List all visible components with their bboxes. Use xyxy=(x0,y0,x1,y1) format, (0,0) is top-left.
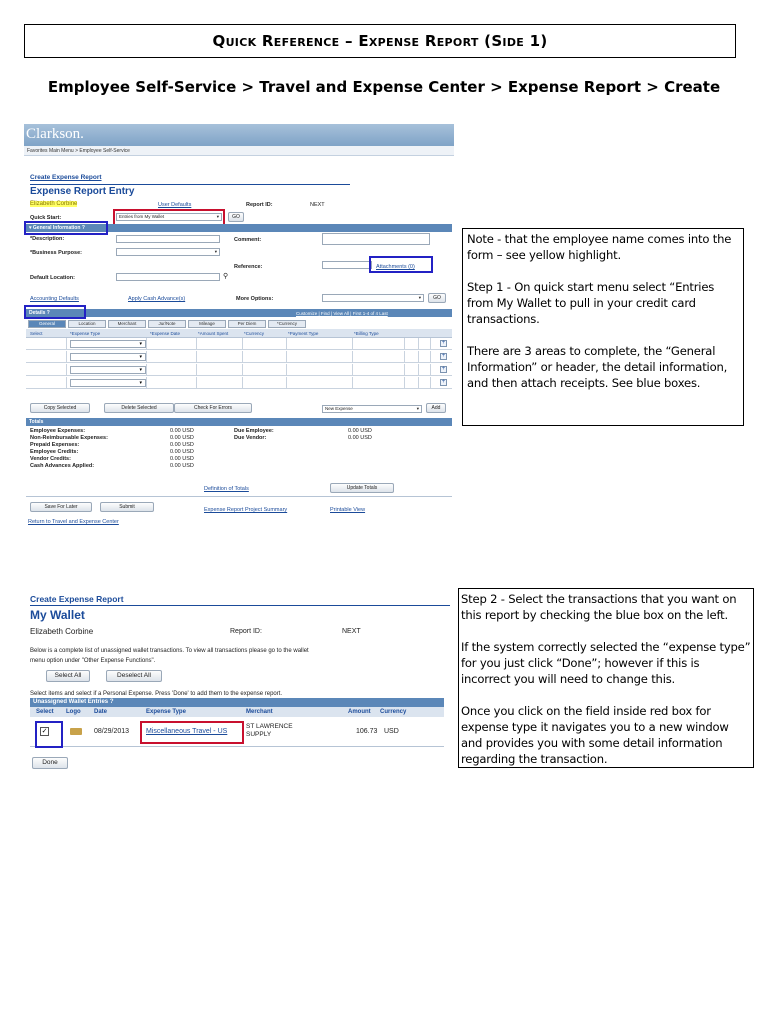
grid-divider xyxy=(196,377,197,389)
grid-divider xyxy=(66,364,67,376)
grid-divider xyxy=(242,364,243,376)
expense-report-entry-screenshot xyxy=(24,124,454,528)
go-button[interactable]: GO xyxy=(228,212,244,222)
document-title: Quick Reference – Expense Report (Side 1) xyxy=(24,24,736,58)
delete-selected-button[interactable]: Delete Selected xyxy=(104,403,174,413)
column-header: *Amount Spent xyxy=(198,331,229,336)
grid-divider xyxy=(242,377,243,389)
column-header: Select xyxy=(30,331,43,336)
tab--currency[interactable]: *Currency xyxy=(268,320,306,328)
total-label: Non-Reimbursable Expenses: xyxy=(30,435,108,441)
grid-divider xyxy=(352,351,353,363)
note-text: Note - that the employee name comes into the form – see yellow highlight. xyxy=(467,232,732,262)
add-button[interactable]: Add xyxy=(426,403,446,413)
employee-name: Elizabeth Corbine xyxy=(30,201,78,207)
attachments-blue-box xyxy=(369,256,433,273)
reference-label: Reference: xyxy=(234,264,263,270)
expense-lines-grid xyxy=(26,338,452,390)
grid-divider xyxy=(196,351,197,363)
grid-divider xyxy=(418,351,419,363)
default-location-label: Default Location: xyxy=(30,275,75,281)
general-info-bar[interactable]: ▾ General Information ? xyxy=(26,224,452,232)
select-all-button[interactable]: Select All xyxy=(46,670,90,682)
grid-divider xyxy=(418,377,419,389)
instruction-text: Select items and select if a Personal Expense. Press 'Done' to add them to the expense report. xyxy=(30,691,283,697)
grid-header xyxy=(30,707,444,717)
quick-start-select[interactable]: Entries from My Wallet ▾ xyxy=(116,213,222,221)
table-row xyxy=(26,377,452,389)
add-row-icon[interactable]: + xyxy=(441,379,446,385)
column-header: Merchant xyxy=(246,709,273,715)
report-id-value: NEXT xyxy=(310,202,325,208)
tab-jur-note[interactable]: Jur/Note xyxy=(148,320,186,328)
my-wallet-screenshot xyxy=(24,586,450,768)
collapse-icon: ▾ xyxy=(29,225,33,231)
row-amount: 106.73 xyxy=(356,728,378,735)
add-row-icon[interactable]: + xyxy=(441,353,446,359)
employee-name: Elizabeth Corbine xyxy=(30,627,94,636)
menu-nav[interactable]: Favorites Main Menu > Employee Self-Service xyxy=(24,146,454,156)
description-input[interactable] xyxy=(116,235,220,243)
attachments-link[interactable]: Attachments (0) xyxy=(376,264,415,270)
column-header: *Expense Type xyxy=(70,331,101,336)
row-merchant: ST LAWRENCE xyxy=(246,723,293,730)
more-options-label: More Options: xyxy=(236,296,274,302)
total-value: 0.00 USD xyxy=(170,449,194,455)
grid-divider xyxy=(352,338,353,350)
business-purpose-select[interactable]: ▾ xyxy=(116,248,220,256)
help-icon: ? xyxy=(109,699,114,705)
tab-location[interactable]: Location xyxy=(68,320,106,328)
total-value: 0.00 USD xyxy=(170,442,194,448)
note-text: Step 1 - On quick start menu select “Entries from My Wallet to pull in your credit card transactions. xyxy=(467,280,715,326)
grid-divider xyxy=(66,351,67,363)
lookup-icon[interactable]: ⚲ xyxy=(223,273,229,280)
total-label: Prepaid Expenses: xyxy=(30,442,80,448)
expense-type-select[interactable]: ▾ xyxy=(70,353,146,361)
grid-divider xyxy=(146,338,147,350)
report-id-value: NEXT xyxy=(342,628,361,635)
note-text: Step 2 - Select the transactions that you want on this report by checking the blue box on the left. xyxy=(461,592,737,622)
navigation-path: Employee Self-Service > Travel and Expense Center > Expense Report > Create xyxy=(47,78,721,96)
column-header: *Expense Date xyxy=(150,331,181,336)
expense-type-select[interactable]: ▾ xyxy=(70,379,146,387)
note-step-2 xyxy=(458,588,754,768)
totals-bar: Totals xyxy=(26,418,452,426)
grid-divider xyxy=(430,351,431,363)
report-id-label: Report ID: xyxy=(246,202,273,208)
check-errors-button[interactable]: Check For Errors xyxy=(174,403,252,413)
description-label: *Description: xyxy=(30,236,65,242)
grid-divider xyxy=(66,338,67,350)
submit-button[interactable]: Submit xyxy=(100,502,154,512)
intro-text-line1: Below is a complete list of unassigned wallet transactions. To view all transactions please go to the wallet xyxy=(30,648,309,654)
total-value: 0.00 USD xyxy=(170,456,194,462)
grid-divider xyxy=(430,377,431,389)
total-label: Employee Credits: xyxy=(30,449,79,455)
project-summary-link[interactable]: Expense Report Project Summary xyxy=(204,507,288,513)
intro-text-line2: menu option under "Other Expense Functions". xyxy=(30,658,156,664)
total-value: 0.00 USD xyxy=(348,428,372,434)
general-info-blue-box xyxy=(24,221,108,235)
note-step-1 xyxy=(462,228,744,426)
definition-of-totals-link[interactable]: Definition of Totals xyxy=(204,486,249,492)
grid-title-bar: Unassigned Wallet Entries ? xyxy=(30,698,444,707)
grid-divider xyxy=(286,351,287,363)
expense-type-red-box xyxy=(140,721,244,744)
column-header: Date xyxy=(94,709,108,715)
row-merchant: SUPPLY xyxy=(246,731,272,738)
grid-divider xyxy=(404,338,405,350)
tab-merchant[interactable]: Merchant xyxy=(108,320,146,328)
details-bar[interactable]: Details ? xyxy=(26,309,452,317)
column-header: *Payment Type xyxy=(288,331,319,336)
reference-input[interactable] xyxy=(322,261,372,269)
details-blue-box xyxy=(24,305,86,319)
grid-divider xyxy=(146,351,147,363)
note-text: Once you click on the field inside red box for expense type it navigates you to a new window and provides you with some detail information regarding the transaction. xyxy=(461,704,729,766)
total-label: Cash Advances Applied: xyxy=(30,463,95,469)
column-header: Expense Type xyxy=(146,709,186,715)
grid-divider xyxy=(146,364,147,376)
row-date: 08/29/2013 xyxy=(94,728,130,735)
add-row-icon[interactable]: + xyxy=(441,340,446,346)
grid-divider xyxy=(352,364,353,376)
breadcrumb[interactable]: Create Expense Report xyxy=(30,594,124,604)
grid-divider xyxy=(242,338,243,350)
business-purpose-label: *Business Purpose: xyxy=(30,250,82,256)
more-options-go-button[interactable]: GO xyxy=(428,293,446,303)
total-value: 0.00 USD xyxy=(170,463,194,469)
accounting-defaults-link[interactable]: Accounting Defaults xyxy=(30,296,79,302)
new-expense-select[interactable]: New Expense ▾ xyxy=(322,405,422,413)
total-label: Employee Expenses: xyxy=(30,428,86,434)
grid-divider xyxy=(430,338,431,350)
credit-card-icon xyxy=(70,728,82,735)
comment-input[interactable] xyxy=(322,233,430,245)
grid-divider xyxy=(66,377,67,389)
total-value: 0.00 USD xyxy=(348,435,372,441)
user-defaults-link[interactable]: User Defaults xyxy=(158,202,192,208)
total-value: 0.00 USD xyxy=(170,435,194,441)
grid-divider xyxy=(196,338,197,350)
done-button[interactable]: Done xyxy=(32,757,68,769)
grid-divider xyxy=(286,338,287,350)
grid-divider xyxy=(286,364,287,376)
expense-type-link[interactable]: Miscellaneous Travel - US xyxy=(146,728,228,735)
comment-label: Comment: xyxy=(234,237,262,243)
grid-divider xyxy=(352,377,353,389)
note-text: There are 3 areas to complete, the “General Information” or header, the detail information, and then attach receipts. See blue boxes. xyxy=(467,344,728,390)
detail-tabs xyxy=(28,320,452,328)
grid-divider xyxy=(404,351,405,363)
grid-divider xyxy=(404,377,405,389)
printable-view-link[interactable]: Printable View xyxy=(330,507,366,513)
grid-pager[interactable]: Customize | Find | View All | First 1-4 of 4 Last xyxy=(296,311,388,316)
header-bar xyxy=(24,124,454,146)
return-link[interactable]: Return to Travel and Expense Center xyxy=(28,519,119,525)
page-title: Expense Report Entry xyxy=(30,186,135,197)
tab-mileage[interactable]: Mileage xyxy=(188,320,226,328)
help-icon: ? xyxy=(81,225,85,231)
table-row xyxy=(26,351,452,363)
table-row xyxy=(26,338,452,350)
column-header: Currency xyxy=(380,709,407,715)
apply-cash-advance-link[interactable]: Apply Cash Advance(s) xyxy=(128,296,186,302)
column-header: Logo xyxy=(66,709,81,715)
total-label: Due Vendor: xyxy=(234,435,267,441)
column-header: *Billing Type xyxy=(354,331,379,336)
column-header: *Currency xyxy=(244,331,265,336)
update-totals-button[interactable]: Update Totals xyxy=(330,483,394,493)
grid-divider xyxy=(430,364,431,376)
grid-divider xyxy=(146,377,147,389)
copy-selected-button[interactable]: Copy Selected xyxy=(30,403,90,413)
tab-general[interactable]: General xyxy=(28,320,66,328)
total-label: Vendor Credits: xyxy=(30,456,71,462)
expense-type-select[interactable]: ▾ xyxy=(70,340,146,348)
total-label: Due Employee: xyxy=(234,428,274,434)
select-checkbox[interactable]: ✓ xyxy=(41,728,48,735)
grid-divider xyxy=(418,338,419,350)
column-header: Select xyxy=(36,709,54,715)
grid-divider xyxy=(286,377,287,389)
add-row-icon[interactable]: + xyxy=(441,366,446,372)
note-text: If the system correctly selected the “expense type” for you just click “Done”; however if this is incorrect you will need to change this. xyxy=(461,640,751,686)
expense-type-select[interactable]: ▾ xyxy=(70,366,146,374)
tab-per-diem[interactable]: Per Diem xyxy=(228,320,266,328)
more-options-select[interactable]: ▾ xyxy=(322,294,424,302)
total-value: 0.00 USD xyxy=(170,428,194,434)
page-title: My Wallet xyxy=(30,608,85,622)
breadcrumb[interactable]: Create Expense Report xyxy=(30,174,102,181)
table-row xyxy=(26,364,452,376)
clarkson-logo: Clarkson. xyxy=(26,126,84,142)
help-icon: ? xyxy=(46,310,50,316)
report-id-label: Report ID: xyxy=(230,628,262,635)
grid-divider xyxy=(404,364,405,376)
default-location-input[interactable] xyxy=(116,273,220,281)
grid-divider xyxy=(242,351,243,363)
grid-divider xyxy=(418,364,419,376)
grid-header xyxy=(26,329,452,338)
save-for-later-button[interactable]: Save For Later xyxy=(30,502,92,512)
deselect-all-button[interactable]: Deselect All xyxy=(106,670,162,682)
select-blue-box xyxy=(35,721,63,748)
grid-divider xyxy=(196,364,197,376)
quick-start-label: Quick Start: xyxy=(30,215,62,221)
column-header: Amount xyxy=(348,709,371,715)
row-currency: USD xyxy=(384,728,399,735)
